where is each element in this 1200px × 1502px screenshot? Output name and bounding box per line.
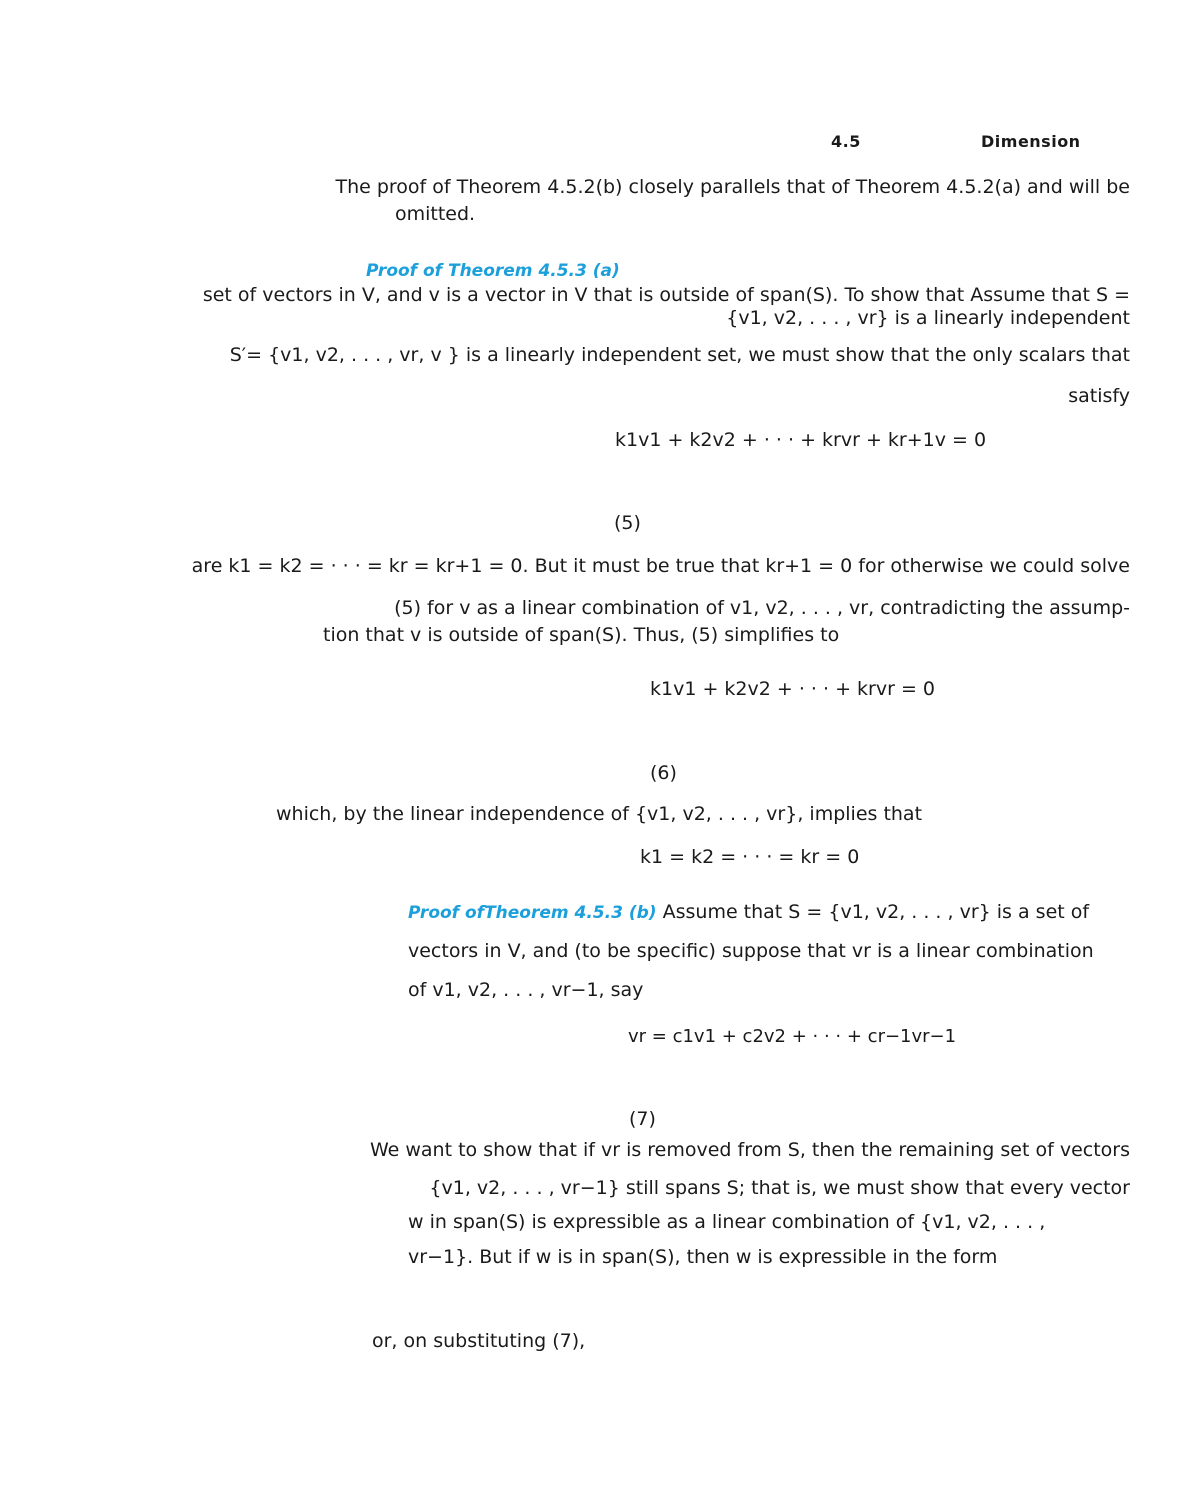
proof-a-heading: Proof of Theorem 4.5.3 (a)	[366, 261, 620, 281]
text-line-3: set of vectors in V, and v is a vector in V that is outside of span(S). To show that Assume that S =	[202, 284, 1130, 306]
section-title: Dimension	[981, 132, 1081, 151]
text-line-8: (5) for v as a linear combination of v1, v2, . . . , vr, contradicting the assump-	[394, 597, 1130, 619]
section-number: 4.5	[831, 132, 861, 151]
proof-b-line	[408, 901, 1089, 924]
text-line-4: {v1, v2, . . . , vr} is a linearly independent	[726, 307, 1130, 329]
equation-6: k1v1 + k2v2 + · · · + krvr = 0	[650, 678, 935, 700]
text-line-11: Assume that S = {v1, v2, . . . , vr} is a set of	[656, 901, 1090, 923]
text-line-15: {v1, v2, . . . , vr−1} still spans S; that is, we must show that every vector	[429, 1177, 1130, 1199]
text-line-6: satisfy	[1068, 385, 1130, 407]
equation-7-label: (7)	[629, 1108, 656, 1130]
equation-k-zero: k1 = k2 = · · · = kr = 0	[640, 846, 860, 868]
text-line-7: are k1 = k2 = · · · = kr = kr+1 = 0. But it must be true that kr+1 = 0 for otherwise we could solve	[191, 555, 1130, 577]
text-line-16: w in span(S) is expressible as a linear combination of {v1, v2, . . . ,	[408, 1211, 1046, 1233]
text-line-1: The proof of Theorem 4.5.2(b) closely parallels that of Theorem 4.5.2(a) and will be	[335, 176, 1130, 198]
equation-5: k1v1 + k2v2 + · · · + krvr + kr+1v = 0	[615, 429, 987, 451]
text-line-9: tion that v is outside of span(S). Thus, (5) simplifies to	[323, 624, 840, 646]
text-line-12: vectors in V, and (to be specific) suppose that vr is a linear combination	[408, 940, 1094, 962]
text-line-13: of v1, v2, . . . , vr−1, say	[408, 979, 644, 1001]
equation-5-label: (5)	[614, 512, 641, 534]
text-line-5: S′= {v1, v2, . . . , vr, v } is a linearly independent set, we must show that the only scalars that	[229, 344, 1130, 366]
text-line-14: We want to show that if vr is removed from S, then the remaining set of vectors	[369, 1139, 1130, 1161]
text-line-2: omitted.	[395, 203, 476, 225]
text-line-10: which, by the linear independence of {v1, v2, . . . , vr}, implies that	[276, 803, 923, 825]
text-line-17: vr−1}. But if w is in span(S), then w is expressible in the form	[408, 1246, 998, 1268]
equation-6-label: (6)	[650, 762, 677, 784]
text-line-18: or, on substituting (7),	[372, 1330, 586, 1352]
proof-b-heading: Proof ofTheorem 4.5.3 (b)	[408, 903, 657, 923]
equation-7: vr = c1v1 + c2v2 + · · · + cr−1vr−1	[628, 1026, 957, 1047]
